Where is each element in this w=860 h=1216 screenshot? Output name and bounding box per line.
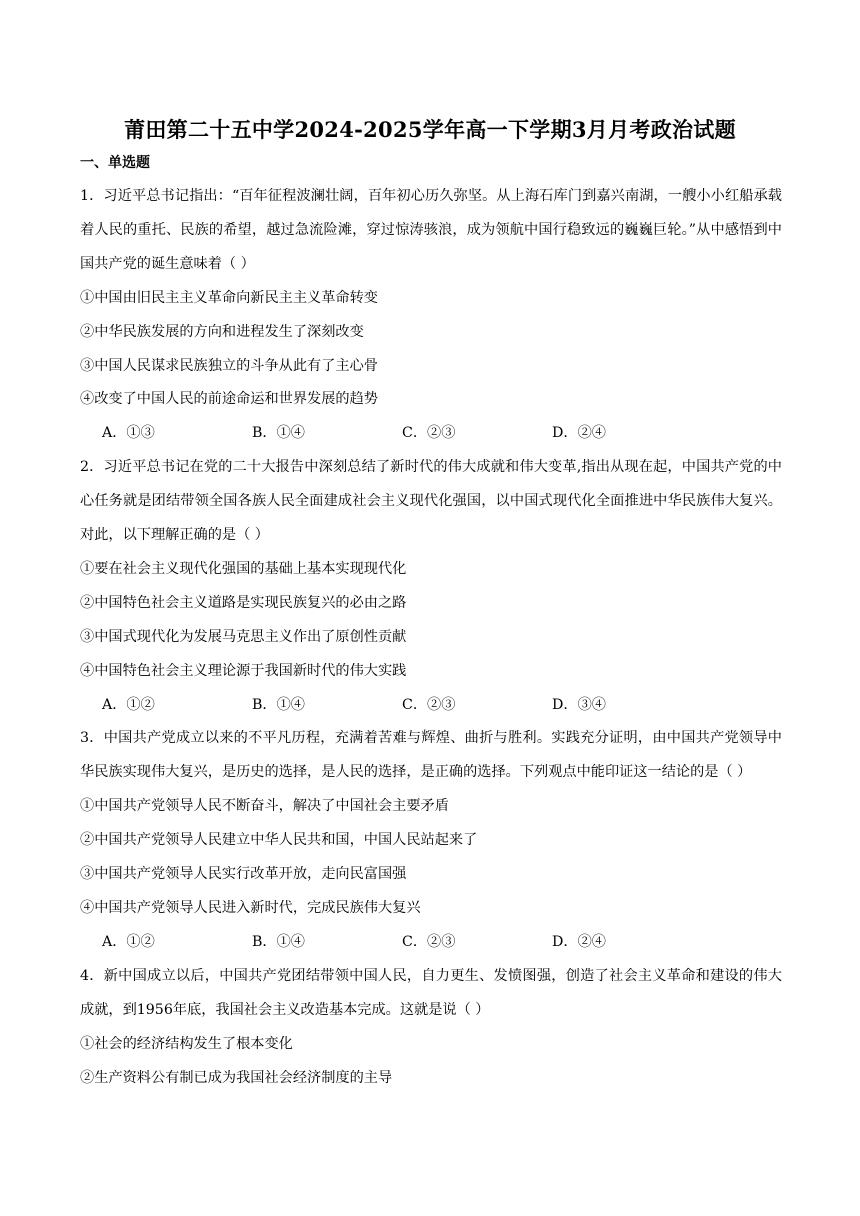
choice-c: C．②③ bbox=[402, 696, 456, 713]
statement-option: ④中国特色社会主义理论源于我国新时代的伟大实践 bbox=[80, 662, 407, 679]
question-stem: 1．习近平总书记指出：“百年征程波澜壮阔，百年初心历久弥坚。从上海石库门到嘉兴南湖，一艘小小红船承载着人民的重托、民族的希望，越过急流险滩，穿过惊涛骇浪，成为领航中国行稳致远的巍巍巨轮。”从中感悟到中国共产党的诞生意味着（ ） bbox=[80, 188, 782, 272]
section-heading: 一、单选题 bbox=[80, 155, 150, 171]
choice-c: C．②③ bbox=[402, 933, 456, 950]
statement-option: ②中国共产党领导人民建立中华人民共和国，中国人民站起来了 bbox=[80, 832, 478, 849]
statement-option: ③中国共产党领导人民实行改革开放，走向民富国强 bbox=[80, 866, 407, 883]
statement-option: ②中国特色社会主义道路是实现民族复兴的必由之路 bbox=[80, 594, 407, 611]
statement-option: ①中国共产党领导人民不断奋斗，解决了中国社会主要矛盾 bbox=[80, 798, 449, 815]
statement-option: ②生产资料公有制已成为我国社会经济制度的主导 bbox=[80, 1069, 393, 1086]
choice-b: B．①④ bbox=[252, 933, 305, 950]
question-list bbox=[80, 180, 782, 1095]
answer-choices bbox=[80, 689, 782, 723]
answer-choices bbox=[80, 417, 782, 451]
answer-choices bbox=[80, 926, 782, 960]
choice-d: D．③④ bbox=[552, 696, 606, 713]
choice-b: B．①④ bbox=[252, 425, 305, 442]
question-stem: 4．新中国成立以后，中国共产党团结带领中国人民，自力更生、发愤图强，创造了社会主义革命和建设的伟大成就，到1956年底，我国社会主义改造基本完成。这就是说（ ） bbox=[80, 967, 782, 1018]
choice-a: A．①② bbox=[102, 696, 155, 713]
choice-d: D．②④ bbox=[552, 933, 606, 950]
choice-a: A．①② bbox=[102, 933, 155, 950]
statement-option: ④改变了中国人民的前途命运和世界发展的趋势 bbox=[80, 391, 378, 408]
choice-c: C．②③ bbox=[402, 425, 456, 442]
statement-option: ①中国由旧民主主义革命向新民主主义革命转变 bbox=[80, 289, 378, 306]
question-stem: 2．习近平总书记在党的二十大报告中深刻总结了新时代的伟大成就和伟大变革,指出从现在起，中国共产党的中心任务就是团结带领全国各族人民全面建成社会主义现代化强国，以中国式现代化全面推进中华民族伟大复兴。对此，以下理解正确的是（ ） bbox=[80, 459, 782, 544]
statement-option: ④中国共产党领导人民进入新时代，完成民族伟大复兴 bbox=[80, 900, 421, 916]
statement-option: ②中华民族发展的方向和进程发生了深刻改变 bbox=[80, 323, 364, 340]
statement-option: ①社会的经济结构发生了根本变化 bbox=[80, 1035, 293, 1052]
question-1 bbox=[80, 180, 782, 451]
choice-a: A．①③ bbox=[102, 425, 155, 442]
page-title: 莆田第二十五中学2024-2025学年高一下学期3月月考政治试题 bbox=[124, 117, 736, 142]
question-4 bbox=[80, 960, 782, 1096]
statement-option: ①要在社会主义现代化强国的基础上基本实现现代化 bbox=[80, 560, 407, 577]
choice-b: B．①④ bbox=[252, 696, 305, 713]
question-3 bbox=[80, 722, 782, 959]
question-2 bbox=[80, 451, 782, 722]
question-stem: 3．中国共产党成立以来的不平凡历程，充满着苦难与辉煌、曲折与胜利。实践充分证明，由中国共产党领导中华民族实现伟大复兴，是历史的选择，是人民的选择，是正确的选择。下列观点中能印证这一结论的是（ ） bbox=[80, 730, 782, 781]
choice-d: D．②④ bbox=[552, 425, 606, 442]
statement-option: ③中国人民谋求民族独立的斗争从此有了主心骨 bbox=[80, 357, 378, 374]
statement-option: ③中国式现代化为发展马克思主义作出了原创性贡献 bbox=[80, 628, 407, 645]
